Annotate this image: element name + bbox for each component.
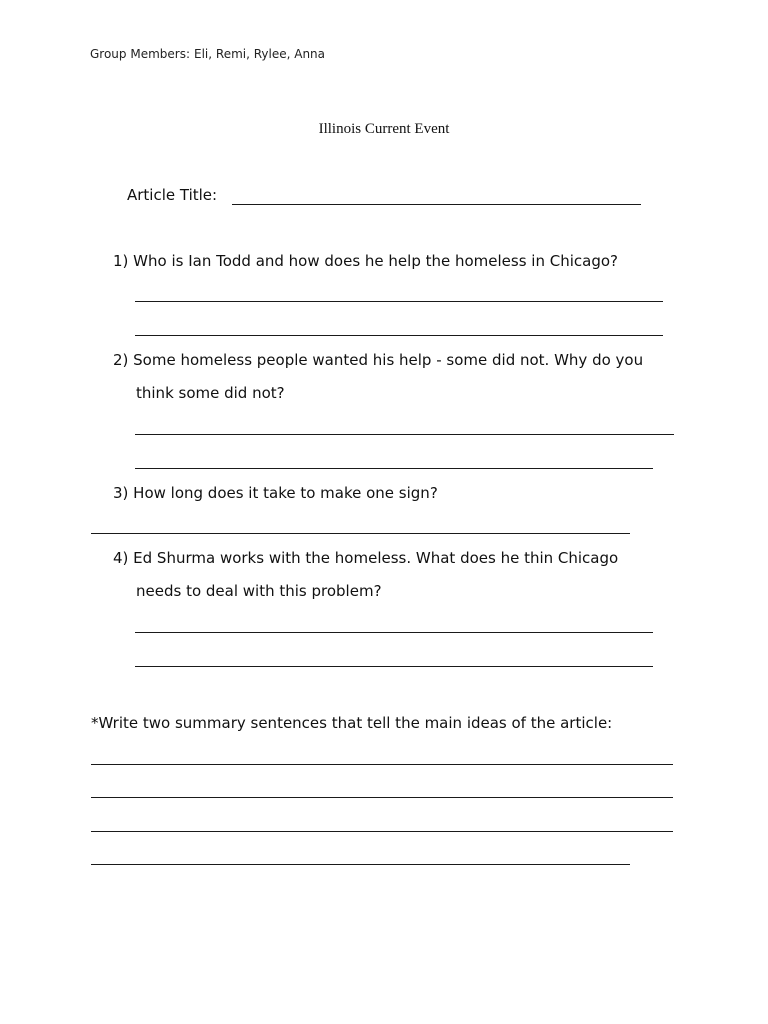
answer-line[interactable] — [135, 468, 653, 469]
worksheet-title: Illinois Current Event — [318, 121, 450, 137]
article-title-label: Article Title: — [127, 186, 218, 204]
summary-line[interactable] — [91, 864, 630, 865]
group-members — [90, 47, 325, 61]
question-1: 1) Who is Ian Todd and how does he help the homeless in Chicago? — [113, 252, 618, 270]
question-2: 2) Some homeless people wanted his help - some did not. Why do you — [113, 351, 644, 369]
answer-line[interactable] — [91, 533, 630, 534]
group-members-label: Group Members: — [90, 47, 191, 61]
summary-prompt: *Write two summary sentences that tell the main ideas of the article: — [91, 714, 613, 732]
answer-line[interactable] — [135, 434, 674, 435]
answer-line[interactable] — [135, 335, 663, 336]
summary-line[interactable] — [91, 797, 673, 798]
question-4-continued: needs to deal with this problem? — [136, 582, 382, 600]
answer-line[interactable] — [135, 301, 663, 302]
answer-line[interactable] — [135, 632, 653, 633]
article-title-answer-line[interactable] — [232, 204, 641, 205]
question-3: 3) How long does it take to make one sign? — [113, 484, 438, 502]
summary-line[interactable] — [91, 764, 673, 765]
question-2-continued: think some did not? — [136, 384, 285, 402]
answer-line[interactable] — [135, 666, 653, 667]
question-4: 4) Ed Shurma works with the homeless. What does he thin Chicago — [113, 549, 619, 567]
group-members-names: Eli, Remi, Rylee, Anna — [194, 47, 326, 61]
summary-line[interactable] — [91, 831, 673, 832]
